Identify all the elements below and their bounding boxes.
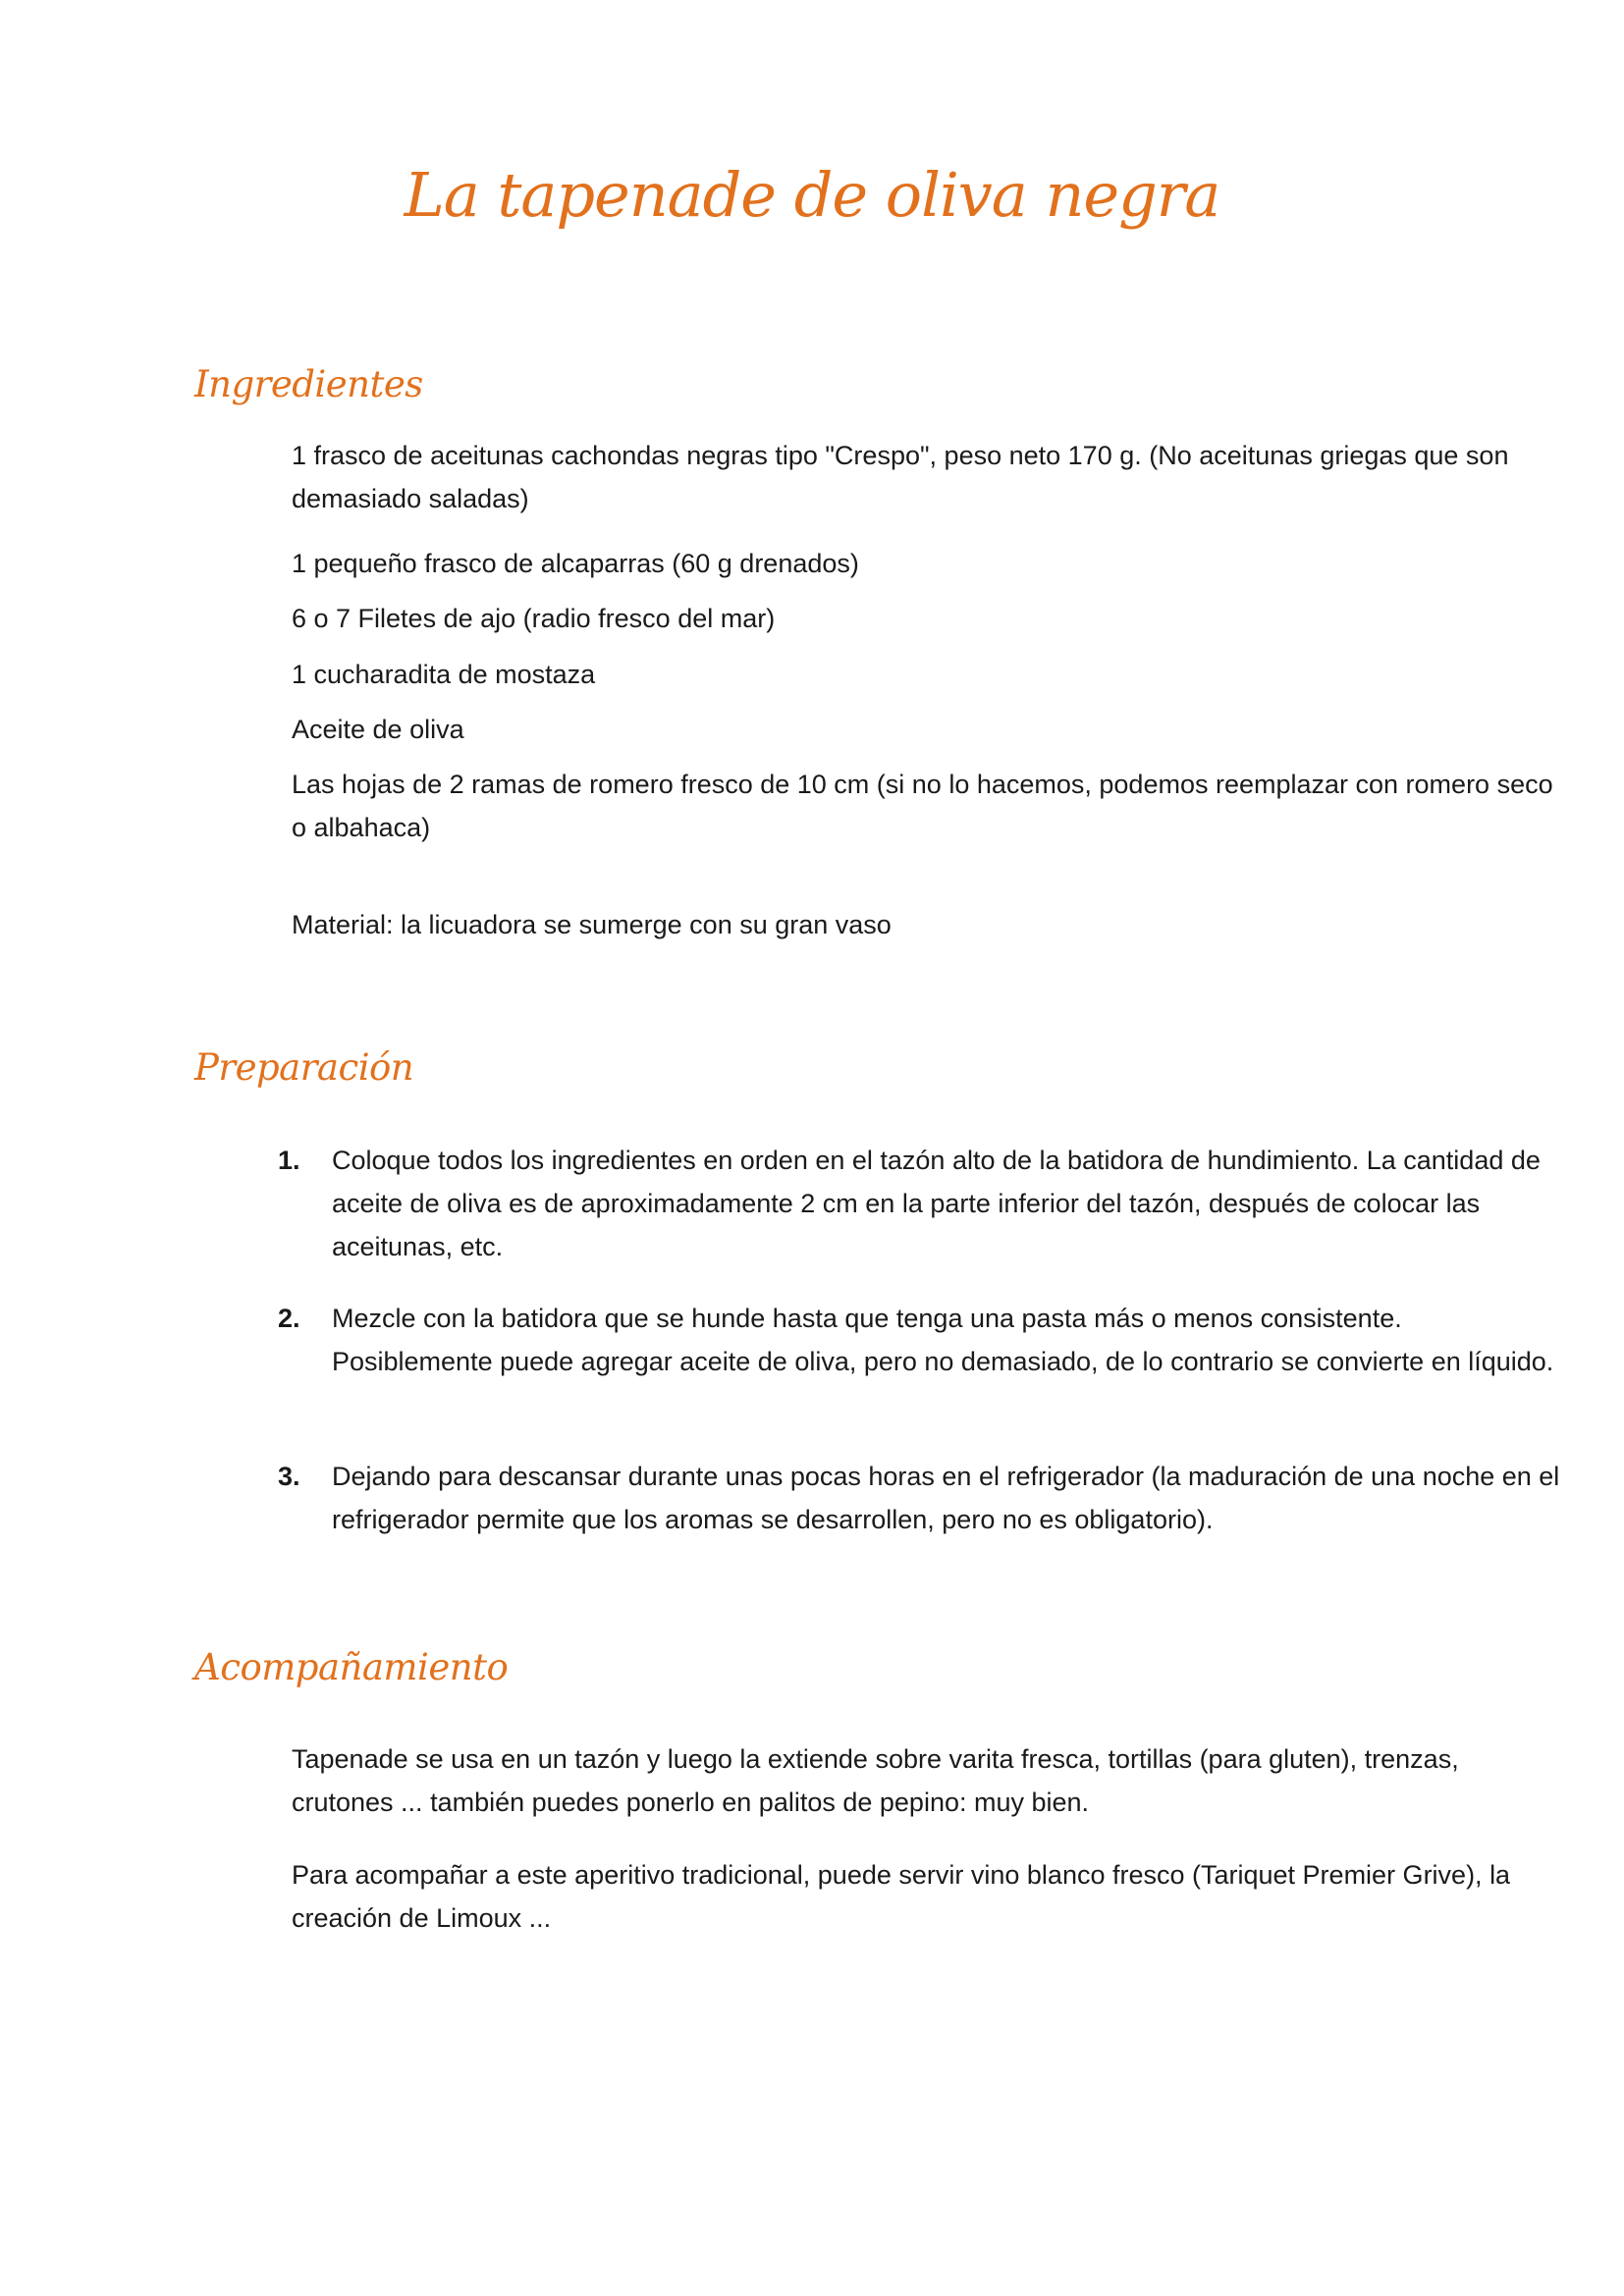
ingredient-item: 1 cucharadita de mostaza <box>292 660 596 689</box>
material-note: Material: la licuadora se sumerge con su gran vaso <box>292 910 892 939</box>
ingredient-item: 6 o 7 Filetes de ajo (radio fresco del mar) <box>292 604 776 633</box>
accompaniment-paragraph: Para acompañar a este aperitivo tradicional, puede servir vino blanco fresco (Tariquet Premier Grive), la creación de Limoux ... <box>292 1860 1511 1933</box>
document-title: La tapenade de oliva negra <box>404 159 1220 231</box>
preparacion-heading: Preparación <box>194 1046 414 1089</box>
preparation-step <box>278 1139 1564 1268</box>
preparation-step <box>278 1455 1564 1541</box>
step-number: 2. <box>278 1304 300 1333</box>
ingredient-item: Las hojas de 2 ramas de romero fresco de 10 cm (si no lo hacemos, podemos reemplazar con romero seco o albahaca) <box>292 770 1553 842</box>
ingredient-item: Aceite de oliva <box>292 715 464 744</box>
step-text: Mezcle con la batidora que se hunde hasta que tenga una pasta más o menos consistente. Posiblemente puede agregar aceite de oliva, pero no demasiado, de lo contrario se convierte en líquido. <box>332 1304 1554 1376</box>
step-text: Dejando para descansar durante unas pocas horas en el refrigerador (la maduración de una noche en el refrigerador permite que los aromas se desarrollen, pero no es obligatorio). <box>332 1462 1560 1534</box>
preparation-step <box>278 1297 1564 1383</box>
step-number: 1. <box>278 1146 300 1175</box>
step-number: 3. <box>278 1462 300 1491</box>
step-text: Coloque todos los ingredientes en orden en el tazón alto de la batidora de hundimiento. La cantidad de aceite de oliva es de aproximadamente 2 cm en la parte inferior del tazón, después de colocar las aceitunas, etc. <box>332 1146 1541 1261</box>
ingredient-item: 1 pequeño frasco de alcaparras (60 g drenados) <box>292 549 859 578</box>
ingredientes-heading: Ingredientes <box>194 363 423 405</box>
acompanamiento-heading: Acompañamiento <box>194 1646 509 1688</box>
accompaniment-paragraph: Tapenade se usa en un tazón y luego la extiende sobre varita fresca, tortillas (para gluten), trenzas, crutones ... también puedes ponerlo en palitos de pepino: muy bien. <box>292 1744 1459 1817</box>
ingredient-item: 1 frasco de aceitunas cachondas negras tipo "Crespo", peso neto 170 g. (No aceitunas griegas que son demasiado saladas) <box>292 441 1509 513</box>
